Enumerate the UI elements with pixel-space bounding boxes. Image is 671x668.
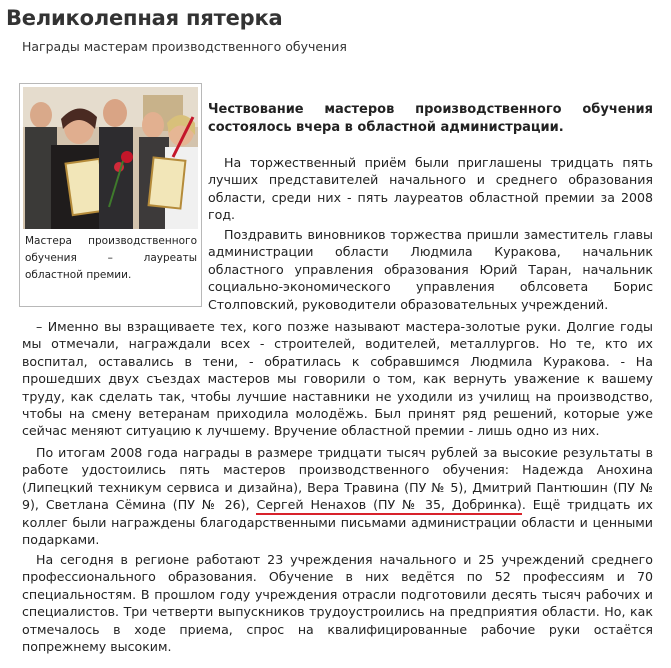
paragraph-text: . Ещё тридцать их коллег были награждены благодарственными письмами администрации области и ценными подарками. bbox=[22, 497, 653, 548]
paragraph-text: По итогам 2008 года награды в размере тридцати тысяч рублей за высокие результаты в работе удостоились пять мастеров производственного обучения: Надежда Анохина (Липецкий техникум сервиса и дизайна), Вера Травина (ПУ № 5), Дмитрий Пантюшин (ПУ № 9), Светлана Сёмина (ПУ № 26), bbox=[22, 445, 653, 513]
article-lead: Чествование мастеров производственного обучения состоялось вчера в областной администрации. bbox=[208, 102, 653, 135]
paragraph: На сегодня в регионе работают 23 учреждения начального и 25 учреждений среднего профессионального образования. Обучение в них ведётся по 52 профессиям и 70 специальностям. В прошлом году учреждения отрасли подготовили десять тысяч рабочих и специалистов. Три четверти выпускников трудоустроились на предприятия области. Но, как отмечалось в ходе приема, спрос на квалифицированные рабочие руки остаётся попрежнему высоким. bbox=[22, 552, 653, 655]
paragraph-laureates bbox=[22, 444, 653, 548]
article-subtitle: Награды мастерам производственного обучения bbox=[22, 39, 347, 54]
photo-figure bbox=[19, 83, 202, 307]
paragraph: – Именно вы взращиваете тех, кого позже называют мастера-золотые руки. Долгие годы мы отмечали, награждали всех - строителей, водителей, металлургов. Но те, кто их воспитал, оставались в тени, - обратилась к собравшимся Людмила Куракова. - На прошедших двух съездах мастеров мы говорили о том, как вернуть уважение к вашему труду, как сделать так, чтобы лучшие наставники не уходили из училищ на производство, чтобы на смену ветеранам приходила молодёжь. Был принят ряд решений, которые уже сейчас меняют ситуацию к лучшему. Вручение областной премии - лишь одно из них. bbox=[22, 319, 653, 439]
award-photo[interactable] bbox=[23, 87, 198, 229]
highlighted-name: Сергей Ненахов (ПУ № 35, Добринка) bbox=[256, 497, 521, 515]
paragraph: Поздравить виновников торжества пришли заместитель главы администрации области Людмила Куракова, начальник областного управления образования Юрий Таран, начальник социально-экономического управления облсовета Борис Столповский, руководители образовательных учреждений. bbox=[208, 227, 653, 312]
paragraph: На торжественный приём были приглашены тридцать пять лучших представителей начального и среднего образования области, среди них - пять лауреатов областной премии за 2008 год. bbox=[208, 155, 653, 223]
article-title: Великолепная пятерка bbox=[6, 6, 283, 30]
photo-caption: Мастера производственного обучения – лауреаты областной премии. bbox=[25, 235, 197, 281]
